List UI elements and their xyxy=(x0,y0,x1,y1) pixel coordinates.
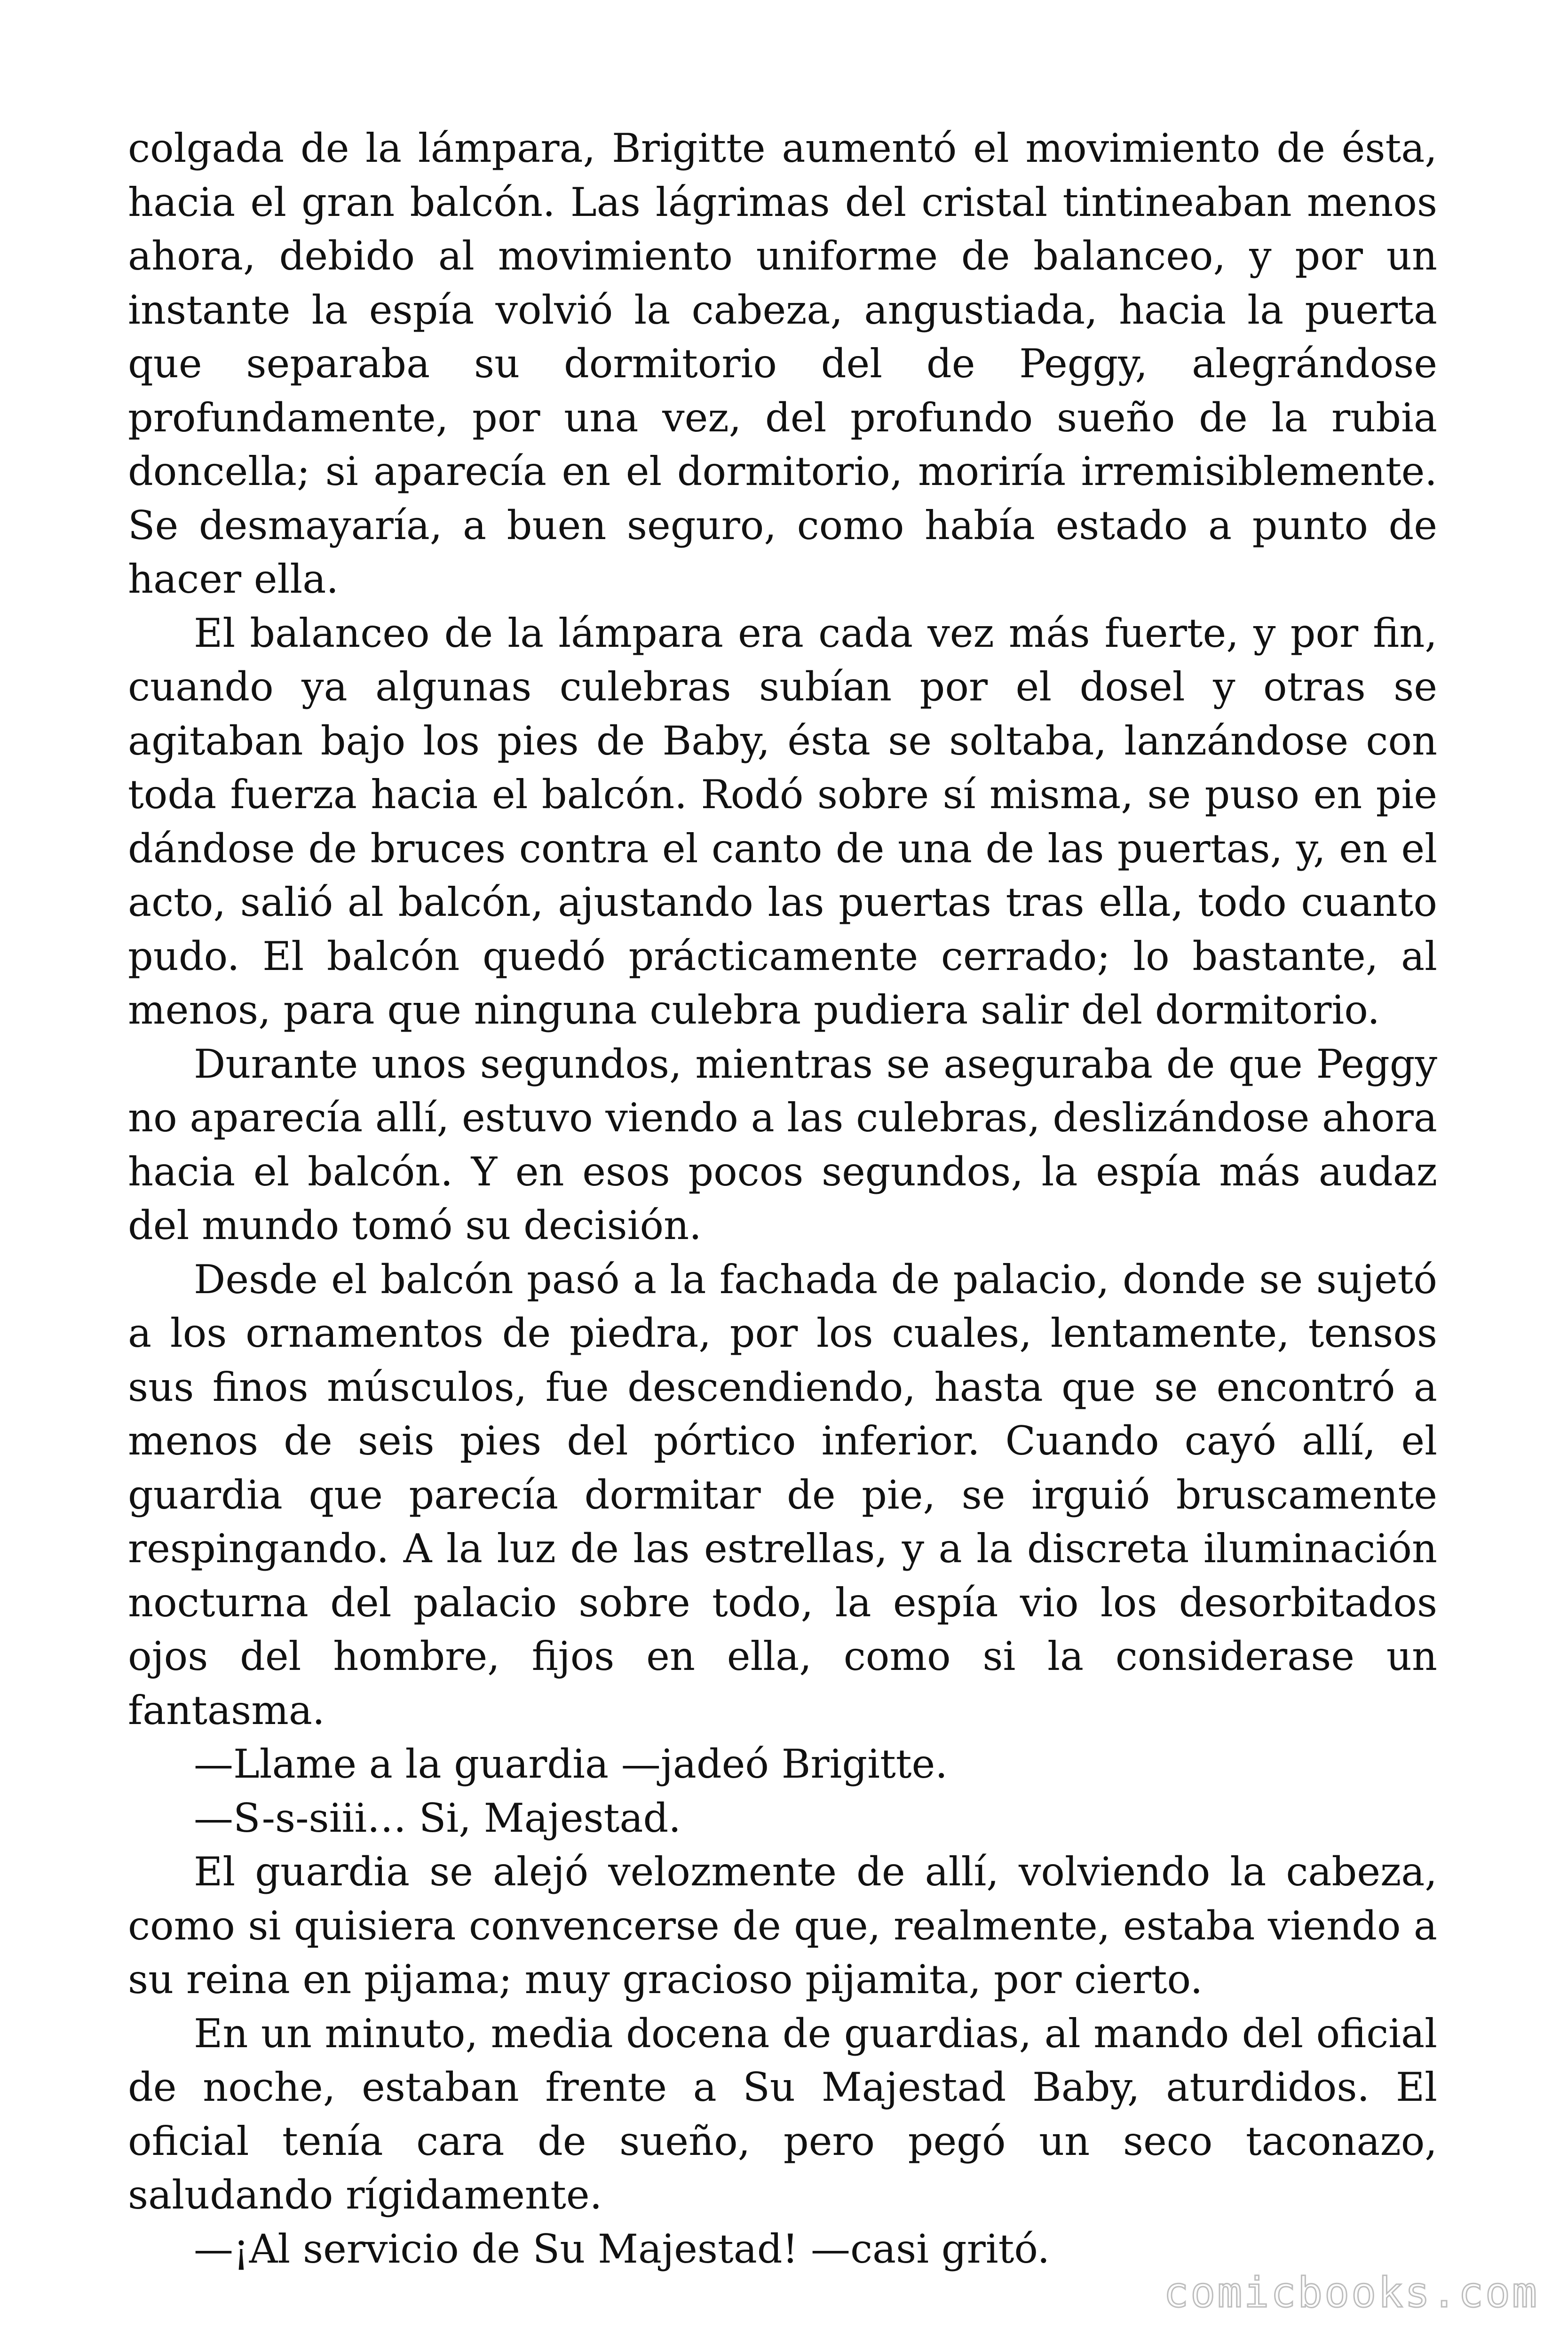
book-page-text xyxy=(128,121,1437,2276)
dialogue-line: —Llame a la guardia —jadeó Brigitte. xyxy=(194,1741,948,1787)
paragraph: El balanceo de la lámpara era cada vez más fuerte, y por fin, cuando ya algunas culebras subían por el dosel y otras se agitaban bajo los pies de Baby, ésta se soltaba, lanzándose con toda fuerza hacia el balcón. Rodó sobre sí misma, se puso en pie dándose de bruces contra el canto de una de las puertas, y, en el acto, salió al balcón, ajustando las puertas tras ella, todo cuanto pudo. El balcón quedó prácticamente cerrado; lo bastante, al menos, para que ninguna culebra pudiera salir del dormitorio. xyxy=(128,610,1437,1033)
watermark: comicbooks.com xyxy=(1164,2268,1539,2317)
paragraph: Desde el balcón pasó a la fachada de palacio, donde se sujetó a los ornamentos de piedra, por los cuales, lentamente, tensos sus finos músculos, fue descendiendo, hasta que se encontró a menos de seis pies del pórtico inferior. Cuando cayó allí, el guardia que parecía dormitar de pie, se irguió bruscamente respingando. A la luz de las estrellas, y a la discreta iluminación nocturna del palacio sobre todo, la espía vio los desorbitados ojos del hombre, fijos en ella, como si la considerase un fantasma. xyxy=(128,1256,1437,1733)
dialogue-line: —S-s-siii… Si, Majestad. xyxy=(194,1795,681,1841)
dialogue-line: —¡Al servicio de Su Majestad! —casi gritó. xyxy=(194,2225,1050,2272)
paragraph: colgada de la lámpara, Brigitte aumentó el movimiento de ésta, hacia el gran balcón. Las lágrimas del cristal tintineaban menos ahora, debido al movimiento uniforme de balanceo, y por un instante la espía volvió la cabeza, angustiada, hacia la puerta que separaba su dormitorio del de Peggy, alegrándose profundamente, por una vez, del profundo sueño de la rubia doncella; si aparecía en el dormitorio, moriría irremisiblemente. Se desmayaría, a buen seguro, como había estado a punto de hacer ella. xyxy=(128,125,1437,602)
paragraph: El guardia se alejó velozmente de allí, volviendo la cabeza, como si quisiera convencerse de que, realmente, estaba viendo a su reina en pijama; muy gracioso pijamita, por cierto. xyxy=(128,1849,1437,2002)
paragraph: Durante unos segundos, mientras se aseguraba de que Peggy no aparecía allí, estuvo viendo a las culebras, deslizándose ahora hacia el balcón. Y en esos pocos segundos, la espía más audaz del mundo tomó su decisión. xyxy=(128,1041,1437,1248)
paragraph: En un minuto, media docena de guardias, al mando del oficial de noche, estaban frente a Su Majestad Baby, aturdidos. El oficial tenía cara de sueño, pero pegó un seco taconazo, saludando rígidamente. xyxy=(128,2010,1437,2218)
